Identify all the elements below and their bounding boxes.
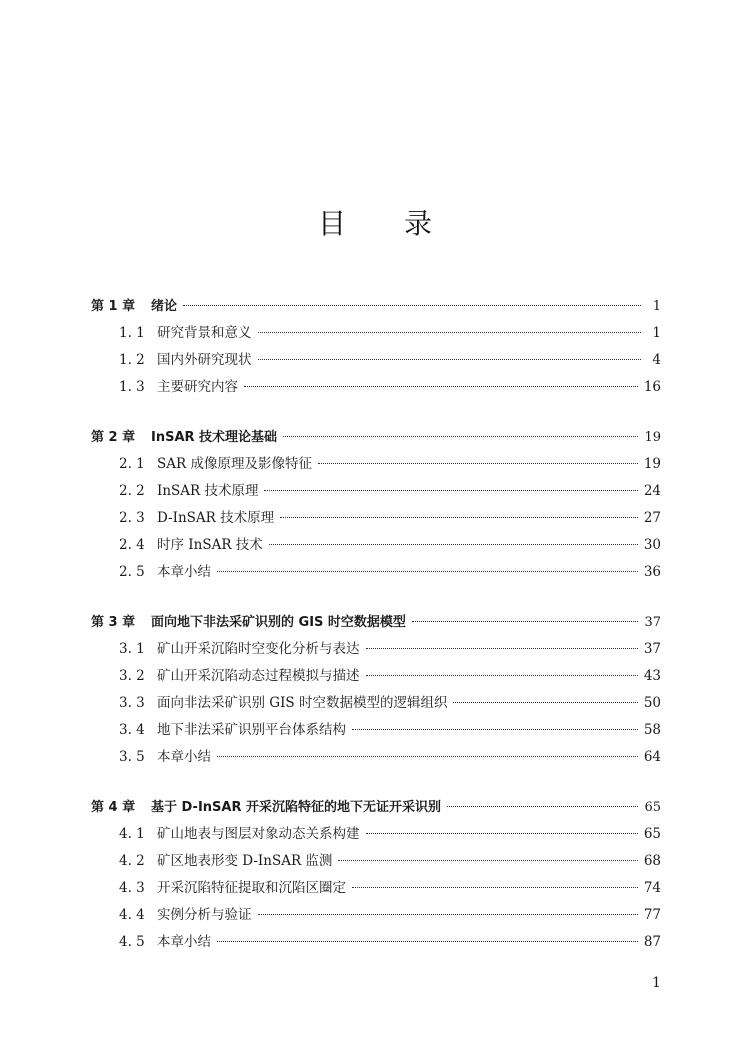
dot-leader — [217, 571, 638, 572]
dot-leader — [244, 386, 638, 387]
section-number: 3. 4 — [119, 722, 145, 738]
page-number: 16 — [643, 379, 661, 395]
chapter-entry[interactable] — [91, 794, 661, 821]
section-title: 开采沉陷特征提取和沉陷区圈定 — [157, 880, 346, 896]
section-entry[interactable] — [91, 347, 661, 374]
section-number: 4. 1 — [119, 826, 145, 842]
dot-leader — [412, 621, 639, 622]
section-entry[interactable] — [91, 559, 661, 586]
chapter-number: 第 1 章 — [91, 299, 136, 314]
chapter-entry[interactable] — [91, 609, 661, 636]
section-title: 国内外研究现状 — [157, 352, 252, 368]
section-number: 4. 5 — [119, 934, 145, 950]
section-number: 3. 5 — [119, 749, 145, 765]
dot-leader — [318, 463, 638, 464]
page-number: 4 — [652, 352, 661, 368]
chapter-entry[interactable] — [91, 424, 661, 451]
folio-page-number: 1 — [652, 975, 661, 991]
page-number: 1 — [652, 325, 661, 341]
section-title: SAR 成像原理及影像特征 — [157, 456, 312, 472]
dot-leader — [258, 359, 642, 360]
page-number: 50 — [643, 695, 661, 711]
page-number: 24 — [643, 483, 661, 499]
section-entry[interactable] — [91, 902, 661, 929]
section-entry[interactable] — [91, 744, 661, 771]
section-number: 1. 2 — [119, 352, 145, 368]
chapter-number: 第 2 章 — [91, 430, 136, 445]
section-entry[interactable] — [91, 821, 661, 848]
chapter-title: 绪论 — [151, 299, 178, 314]
section-number: 1. 3 — [119, 379, 145, 395]
dot-leader — [338, 860, 637, 861]
page-number: 65 — [644, 800, 661, 815]
section-title: 研究背景和意义 — [157, 325, 252, 341]
section-title: 面向非法采矿识别 GIS 时空数据模型的逻辑组织 — [157, 695, 448, 711]
dot-leader — [366, 675, 638, 676]
page-number: 58 — [643, 722, 661, 738]
section-entry[interactable] — [91, 532, 661, 559]
section-title: 实例分析与验证 — [157, 907, 252, 923]
section-title: 本章小结 — [157, 749, 211, 765]
section-title: InSAR 技术原理 — [157, 483, 259, 499]
dot-leader — [217, 756, 638, 757]
section-number: 1. 1 — [119, 325, 145, 341]
section-number: 3. 2 — [119, 668, 145, 684]
section-entry[interactable] — [91, 451, 661, 478]
dot-leader — [447, 806, 638, 807]
dot-leader — [453, 702, 637, 703]
chapter-block — [91, 424, 661, 586]
chapter-block — [91, 794, 661, 956]
page-number: 68 — [643, 853, 661, 869]
page-number: 43 — [643, 668, 661, 684]
page-number: 27 — [643, 510, 661, 526]
section-title: 矿山地表与图层对象动态关系构建 — [157, 826, 360, 842]
section-entry[interactable] — [91, 875, 661, 902]
section-entry[interactable] — [91, 374, 661, 401]
page-number: 36 — [643, 564, 661, 580]
chapter-title: InSAR 技术理论基础 — [151, 430, 278, 445]
page-number: 74 — [643, 880, 661, 896]
page-number: 19 — [643, 456, 661, 472]
page-number: 65 — [643, 826, 661, 842]
page-title: 目录 — [317, 207, 490, 240]
section-number: 3. 3 — [119, 695, 145, 711]
page-number: 77 — [643, 907, 661, 923]
section-entry[interactable] — [91, 929, 661, 956]
section-number: 2. 5 — [119, 564, 145, 580]
section-entry[interactable] — [91, 690, 661, 717]
chapter-title: 基于 D-InSAR 开采沉陷特征的地下无证开采识别 — [151, 800, 442, 815]
page-number: 30 — [643, 537, 661, 553]
section-title: 矿山开采沉陷时空变化分析与表达 — [157, 641, 360, 657]
section-number: 2. 4 — [119, 537, 145, 553]
section-entry[interactable] — [91, 663, 661, 690]
section-number: 2. 2 — [119, 483, 145, 499]
section-entry[interactable] — [91, 320, 661, 347]
dot-leader — [269, 544, 638, 545]
dot-leader — [366, 833, 638, 834]
section-entry[interactable] — [91, 505, 661, 532]
section-title: 地下非法采矿识别平台体系结构 — [157, 722, 346, 738]
chapter-title: 面向地下非法采矿识别的 GIS 时空数据模型 — [151, 615, 406, 630]
chapter-entry[interactable] — [91, 293, 661, 320]
dot-leader — [258, 332, 642, 333]
dot-leader — [258, 914, 638, 915]
section-number: 2. 3 — [119, 510, 145, 526]
dot-leader — [283, 436, 638, 437]
chapter-number: 第 3 章 — [91, 615, 136, 630]
page-number: 87 — [643, 934, 661, 950]
chapter-block — [91, 293, 661, 401]
chapter-block — [91, 609, 661, 771]
dot-leader — [352, 729, 638, 730]
section-entry[interactable] — [91, 636, 661, 663]
page-number: 1 — [652, 299, 661, 314]
dot-leader — [366, 648, 638, 649]
section-title: 本章小结 — [157, 564, 211, 580]
section-number: 4. 4 — [119, 907, 145, 923]
section-entry[interactable] — [91, 848, 661, 875]
dot-leader — [280, 517, 638, 518]
section-title: D-InSAR 技术原理 — [157, 510, 275, 526]
dot-leader — [352, 887, 638, 888]
dot-leader — [217, 941, 638, 942]
table-of-contents — [91, 293, 661, 979]
section-title: 矿山开采沉陷动态过程模拟与描述 — [157, 668, 360, 684]
dot-leader — [183, 305, 641, 306]
section-entry[interactable] — [91, 478, 661, 505]
section-title: 矿区地表形变 D-InSAR 监测 — [157, 853, 333, 869]
section-entry[interactable] — [91, 717, 661, 744]
page-number: 19 — [644, 430, 661, 445]
page-number: 64 — [643, 749, 661, 765]
section-title: 时序 InSAR 技术 — [157, 537, 263, 553]
section-title: 本章小结 — [157, 934, 211, 950]
dot-leader — [264, 490, 637, 491]
page-number: 37 — [644, 615, 661, 630]
section-number: 4. 2 — [119, 853, 145, 869]
section-title: 主要研究内容 — [157, 379, 238, 395]
section-number: 2. 1 — [119, 456, 145, 472]
section-number: 3. 1 — [119, 641, 145, 657]
section-number: 4. 3 — [119, 880, 145, 896]
chapter-number: 第 4 章 — [91, 800, 136, 815]
page-number: 37 — [643, 641, 661, 657]
